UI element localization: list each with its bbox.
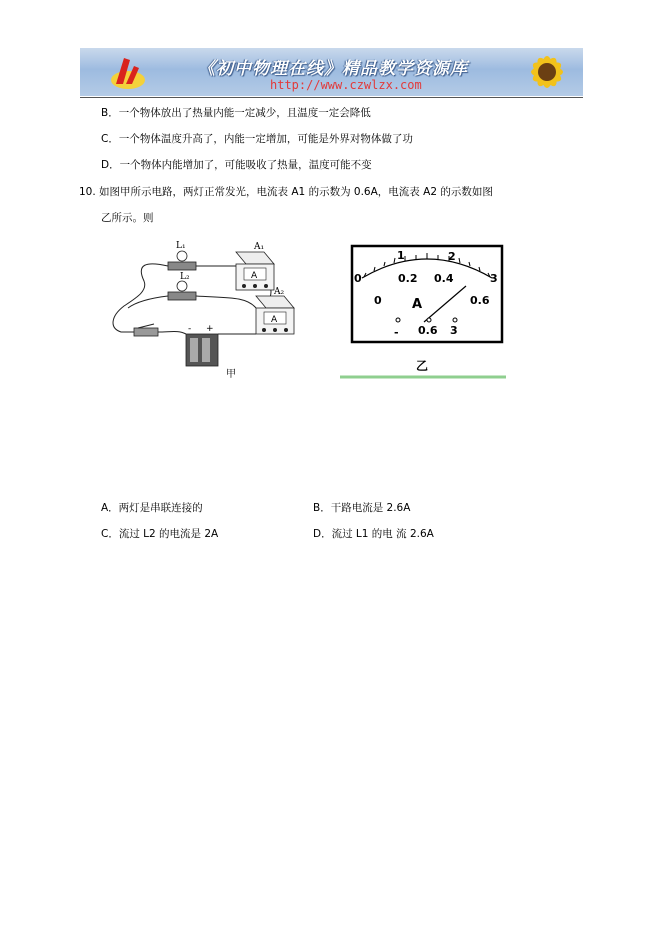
terminal-3: 3 (450, 324, 458, 337)
outer-tick-1: 1 (397, 249, 405, 262)
ammeter-dial-figure (340, 240, 510, 382)
inner-tick-0-2: 0.2 (398, 272, 418, 285)
inner-tick-0: 0 (374, 294, 382, 307)
label-a1: A₁ (254, 242, 265, 252)
battery (186, 334, 218, 366)
label-l2: L₂ (180, 272, 190, 282)
option-d-prev: D．一个物体内能增加了，可能吸收了热量，温度可能不变 (101, 159, 372, 171)
battery-minus: - (188, 324, 192, 334)
header-divider (80, 97, 583, 98)
caption-jia: 甲 (226, 369, 236, 380)
lamp-l2 (168, 281, 196, 300)
terminal-0-6: 0.6 (418, 324, 438, 337)
outer-tick-3: 3 (490, 272, 498, 285)
answer-b: B．干路电流是 2.6A (313, 502, 411, 514)
outer-tick-0: 0 (354, 272, 362, 285)
a2-meter-letter: A (271, 315, 278, 325)
question-10-line2: 乙所示。则 (101, 212, 154, 224)
lamp-l1 (168, 251, 196, 270)
sunflower-icon (517, 50, 577, 96)
switch (134, 324, 158, 336)
header-banner (80, 48, 583, 96)
banner-url[interactable]: http://www.czwlzx.com (270, 78, 422, 92)
outer-tick-2: 2 (448, 250, 456, 263)
battery-plus: + (206, 324, 214, 334)
inner-tick-0-6: 0.6 (470, 294, 490, 307)
caption-yi: 乙 (416, 359, 429, 373)
question-10-line1: 10. 如图甲所示电路，两灯正常发光，电流表 A1 的示数为 0.6A，电流表 A2 的示数如图 (79, 186, 493, 198)
option-b-prev: B．一个物体放出了热量内能一定减少，且温度一定会降低 (101, 107, 371, 119)
label-l1: L₁ (176, 241, 186, 251)
option-c-prev: C．一个物体温度升高了，内能一定增加，可能是外界对物体做了功 (101, 133, 413, 145)
logo-icon (108, 54, 148, 92)
inner-tick-0-4: 0.4 (434, 272, 454, 285)
dial-unit: A (412, 297, 423, 312)
terminal-minus: - (394, 326, 399, 339)
answer-c: C．流过 L2 的电流是 2A (101, 528, 219, 540)
answer-d: D．流过 L1 的电 流 2.6A (313, 528, 434, 540)
answer-a: A．两灯是串联连接的 (101, 502, 203, 514)
label-a2: A₂ (274, 287, 285, 297)
circuit-figure (106, 236, 316, 382)
a1-meter-letter: A (251, 271, 258, 281)
banner-title: 《初中物理在线》精品教学资源库 (198, 59, 468, 79)
